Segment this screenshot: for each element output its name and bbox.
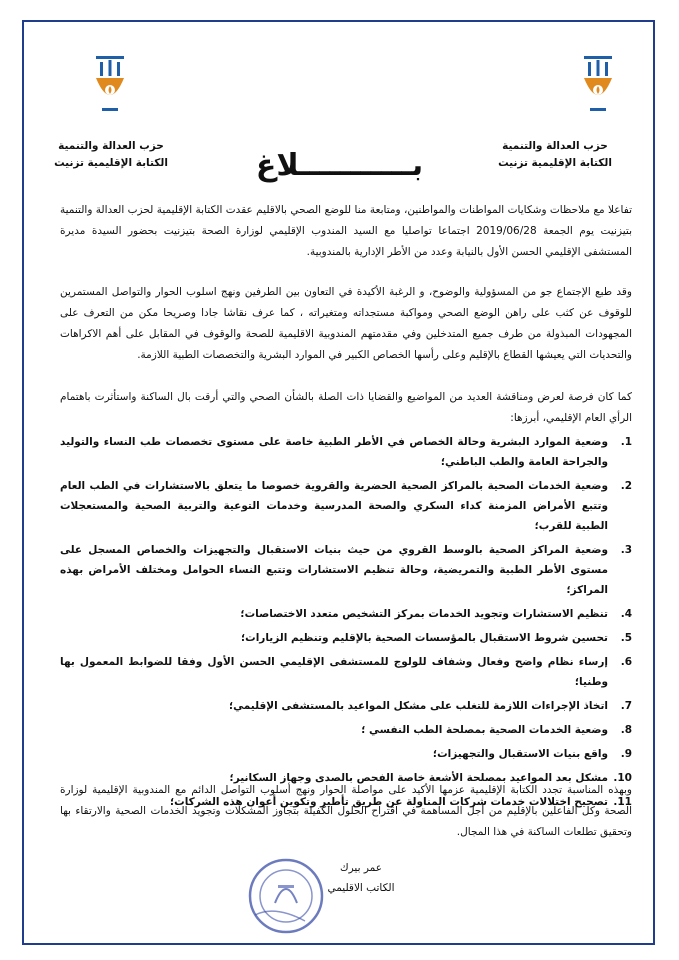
lamp-logo-left <box>90 52 130 120</box>
signatory-role: الكاتب الاقليمي <box>327 882 395 894</box>
item-number: 4. <box>620 608 632 620</box>
item-text: تحسين شروط الاستقبال بالمؤسسات الصحية بالإقليم وتنظيم الزيارات؛ <box>240 632 608 644</box>
closing-paragraph: وبهذه المناسبة تجدد الكتابة الإقليمية عزمها الأكيد على مواصلة الحوار ونهج أسلوب التواصل الدائم مع المندوبية الإقليمية لوزارة الصحة وكل الفاعلين بالإقليم من أجل المساهمة في اقتراح الحلول الكفيلة بتجاوز المشكلات وتجويد الخدمات الصحية والارتقاء بها وتحقيق تطلعات الساكنة في هذا المجال. <box>60 784 632 838</box>
secretariat-name: الكتابة الإقليمية تزنيت <box>54 157 168 169</box>
item-number: 6. <box>620 656 632 668</box>
item-number: 2. <box>620 480 632 492</box>
item-number: 8. <box>620 724 632 736</box>
list-item <box>60 720 632 740</box>
list-item <box>60 744 632 764</box>
intro-paragraph: تفاعلا مع ملاحظات وشكايات المواطنات والمواطنين، ومتابعة منا للوضع الصحي بالاقليم عقدت الكتابة الإقليمية لحزب العدالة والتنمية بتيزنيت يوم الجمعة 2019/06/28 اجتماعا تواصليا مع السيد المندوب الإقليمي لوزارة الصحة بتيزنيت بحضور السيدة مديرة المستشفى الإقليمي الحسن الأول بالنيابة وعدد من الأطر الإدارية بالمندوبية. <box>60 204 632 258</box>
item-text: واقع بنيات الاستقبال والتجهيزات؛ <box>432 748 608 760</box>
item-text: وضعية المراكز الصحية بالوسط القروي من حيث بنيات الاستقبال والتجهيزات والخصاص المسجل على مستوى الأطر الطبية والتمريضية، وحالة تنظيم الاستشارات وتتبع النساء الحوامل ومختلف الأمراض بهذه المراكز؛ <box>60 544 608 596</box>
signature-block <box>306 858 416 898</box>
item-text: إرساء نظام واضح وفعال وشفاف للولوج للمستشفى الإقليمي الحسن الأول وفقا للضوابط المعمول بها وطنيا؛ <box>60 656 608 688</box>
issues-list <box>60 432 632 816</box>
lamp-logo-right <box>578 52 618 120</box>
item-number: 7. <box>620 700 632 712</box>
item-number: 3. <box>620 544 632 556</box>
item-text: وضعية الخدمات الصحية بمصلحة الطب النفسي ؛ <box>361 724 608 736</box>
list-item <box>60 652 632 692</box>
issues-intro-paragraph: كما كان فرصة لعرض ومناقشة العديد من المواضيع والقضايا ذات الصلة بالشأن الصحي والتي أرقت بال الساكنة واستأثرت باهتمام الرأي العام الإقليمي، أبرزها: <box>60 391 632 424</box>
list-item <box>60 696 632 716</box>
item-text: اتخاذ الإجراءات اللازمة للتغلب على مشكل المواعيد بالمستشفى الإقليمي؛ <box>228 700 608 712</box>
item-number: 10. <box>613 772 632 784</box>
item-text: مشكل بعد المواعيد بمصلحة الأشعة خاصة الفحص بالصدى وجهاز السكانير؛ <box>229 772 608 784</box>
list-item <box>60 540 632 600</box>
item-number: 1. <box>620 436 632 448</box>
item-text: وضعية الموارد البشرية وحالة الخصاص في الأطر الطبية خاصة على مستوى تخصصات طب النساء والتوليد والجراحة العامة والطب الباطني؛ <box>60 436 608 468</box>
list-item <box>60 476 632 536</box>
secretariat-name: الكتابة الإقليمية تزنيت <box>498 157 612 169</box>
list-item <box>60 628 632 648</box>
item-text: وضعية الخدمات الصحية بالمراكز الصحية الحضرية والقروية خصوصا ما يتعلق بالاستشارات في الطب العام وتتبع الأمراض المزمنة كداء السكري والصحة المدرسية وخدمات التوعية والتربية الصحية والمستعجلات الطبية للقرب؛ <box>60 480 608 532</box>
party-name: حزب العدالة والتنمية <box>58 140 164 152</box>
item-text: تصحيح اختلالات خدمات شركات المناولة عن طريق تأطير وتكوين أعوان هذه الشركات؛ <box>169 796 608 808</box>
item-text: تنظيم الاستشارات وتجويد الخدمات بمركز التشخيص متعدد الاختصاصات؛ <box>240 608 608 620</box>
document-title: بـــــــــــلاغ <box>255 148 424 183</box>
item-number: 9. <box>620 748 632 760</box>
item-number: 5. <box>620 632 632 644</box>
party-name: حزب العدالة والتنمية <box>502 140 608 152</box>
list-item <box>60 604 632 624</box>
context-paragraph: وقد طبع الإجتماع جو من المسؤولية والوضوح، و الرغبة الأكيدة في التعاون بين الطرفين ونهج اسلوب الحوار والتواصل المستمرين للوقوف عن كثب على راهن الوضع الصحي ومواكبة مستجداته ومتغيراته ، كما عرف نقاشا جادا وصريحا مكن من التعرف على المجهودات المبذولة من طرف جميع المتدخلين وفي مقدمتهم المندوبية الاقليمية للصحة والوقوف في المقابل على أهم الاكراهات والتحديات التي يعيشها القطاع بالإقليم وعلى رأسها الخصاص الكبير في الموارد البشرية والتخصصات الطبية اللازمة. <box>60 286 632 361</box>
item-number: 11. <box>613 796 632 808</box>
list-item <box>60 432 632 472</box>
signatory-name: عمر بيرك <box>339 862 382 874</box>
